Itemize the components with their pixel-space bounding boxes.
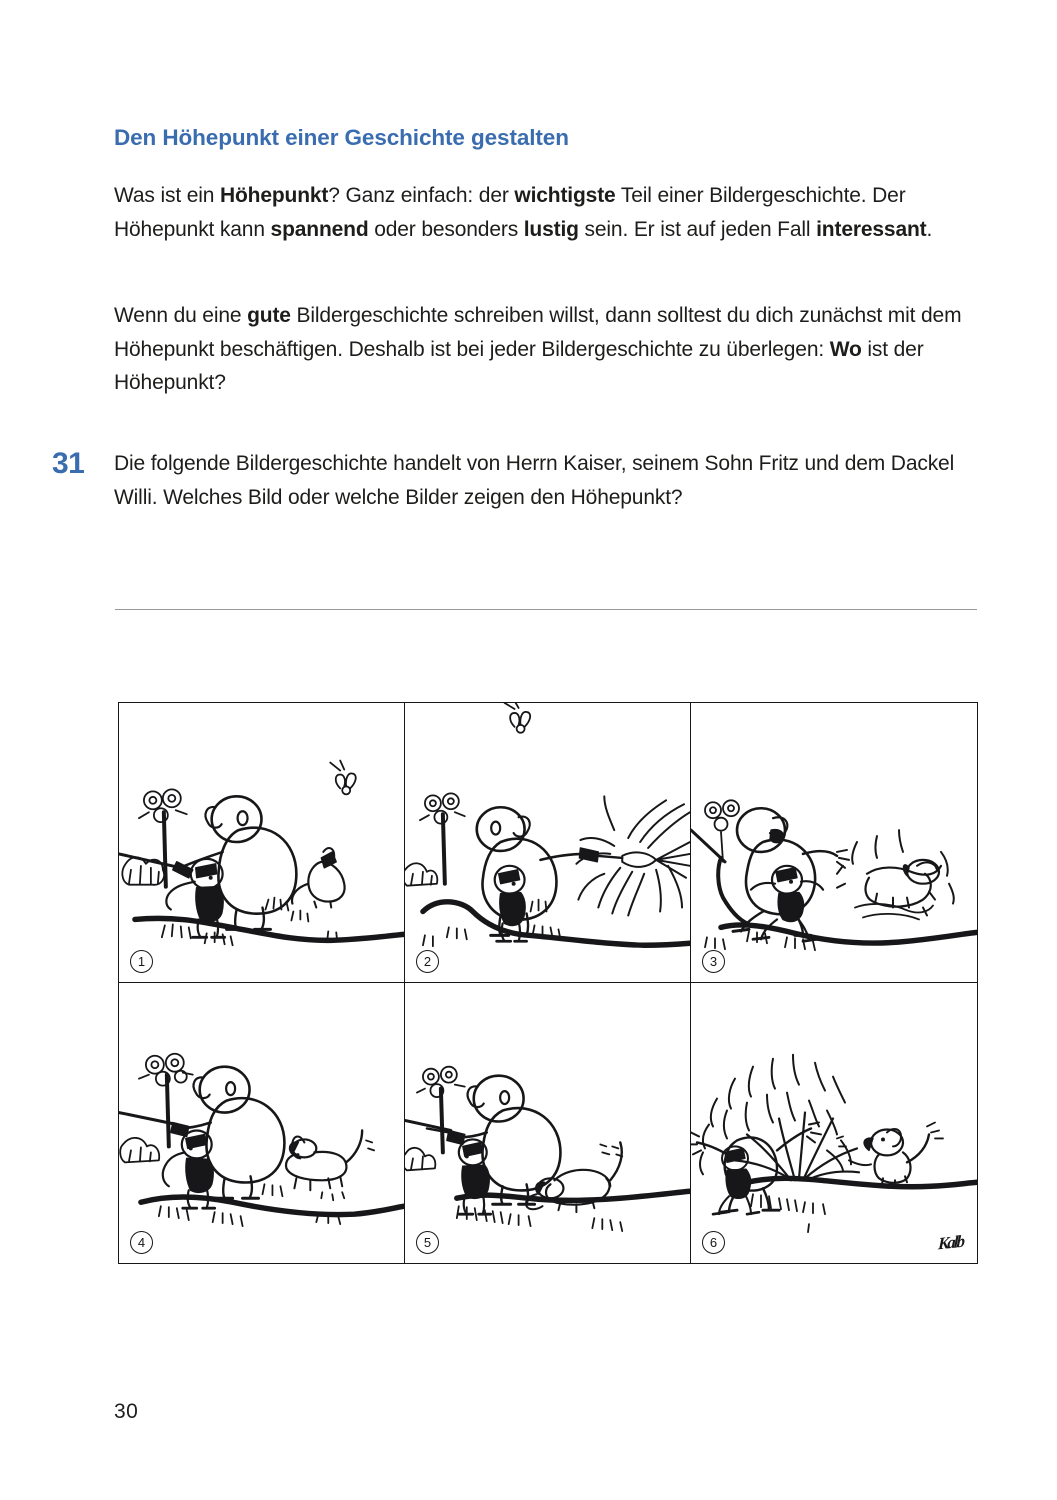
comic-strip [118,702,978,1264]
comic-panel-4-art [119,983,404,1263]
comic-panel-1-art [119,703,404,982]
comic-panel-5 [405,983,691,1263]
page-title: Den Höhepunkt einer Geschichte gestalten [114,124,569,150]
panel-number: 6 [702,1231,725,1254]
comic-panel-6-art [691,983,977,1263]
emphasis-text: lustig [523,217,579,241]
comic-panel-3-art [691,703,977,982]
emphasis-text: wichtigste [514,184,616,207]
body-text: sein. Er ist auf jeden Fall [578,217,817,241]
comic-panel-5-art [405,983,690,1263]
emphasis-text: interessant [816,217,927,241]
exercise-number: 31 [52,447,85,480]
exercise-instruction: Die folgende Bildergeschichte handelt von Herrn Kaiser, seinem Sohn Fritz und dem Dackel Willi. Welches Bild oder welche Bilder zeigen den Höhepunkt? [114,452,955,509]
intro-paragraph-2 [114,299,984,400]
body-text: . [926,217,933,241]
horizontal-divider [115,609,977,610]
panel-number: 5 [416,1231,439,1254]
comic-panel-2-art [405,703,690,982]
body-text: Was ist ein [114,184,220,207]
intro-paragraph-1 [114,179,984,246]
emphasis-text: Höhepunkt [219,184,329,207]
artist-signature: Kalb [937,1231,964,1254]
emphasis-text: spannend [270,217,369,241]
panel-number: 2 [416,950,439,973]
body-text: Teil einer Bildergeschichte. Der Höhepunkt kann [114,184,906,241]
comic-panel-4 [119,983,405,1263]
body-text: Bildergeschichte schreiben willst, dann solltest du dich zunächst mit dem Höhepunkt beschäftigen. Deshalb ist bei jeder Bildergeschichte zu überlegen: [114,304,962,361]
page-number: 30 [114,1400,139,1423]
comic-panel-3 [691,703,977,983]
body-text: ? Ganz einfach: der [328,184,515,207]
body-text: Wenn du eine [114,304,248,327]
comic-panel-6 [691,983,977,1263]
emphasis-text: gute [247,304,291,327]
body-text: ist der Höhepunkt? [114,337,924,394]
panel-number: 1 [130,950,153,973]
comic-panel-1 [119,703,405,983]
panel-number: 3 [702,950,725,973]
panel-number: 4 [130,1231,153,1254]
body-text: oder besonders [368,217,524,241]
emphasis-text: Wo [829,337,862,361]
comic-panel-2 [405,703,691,983]
